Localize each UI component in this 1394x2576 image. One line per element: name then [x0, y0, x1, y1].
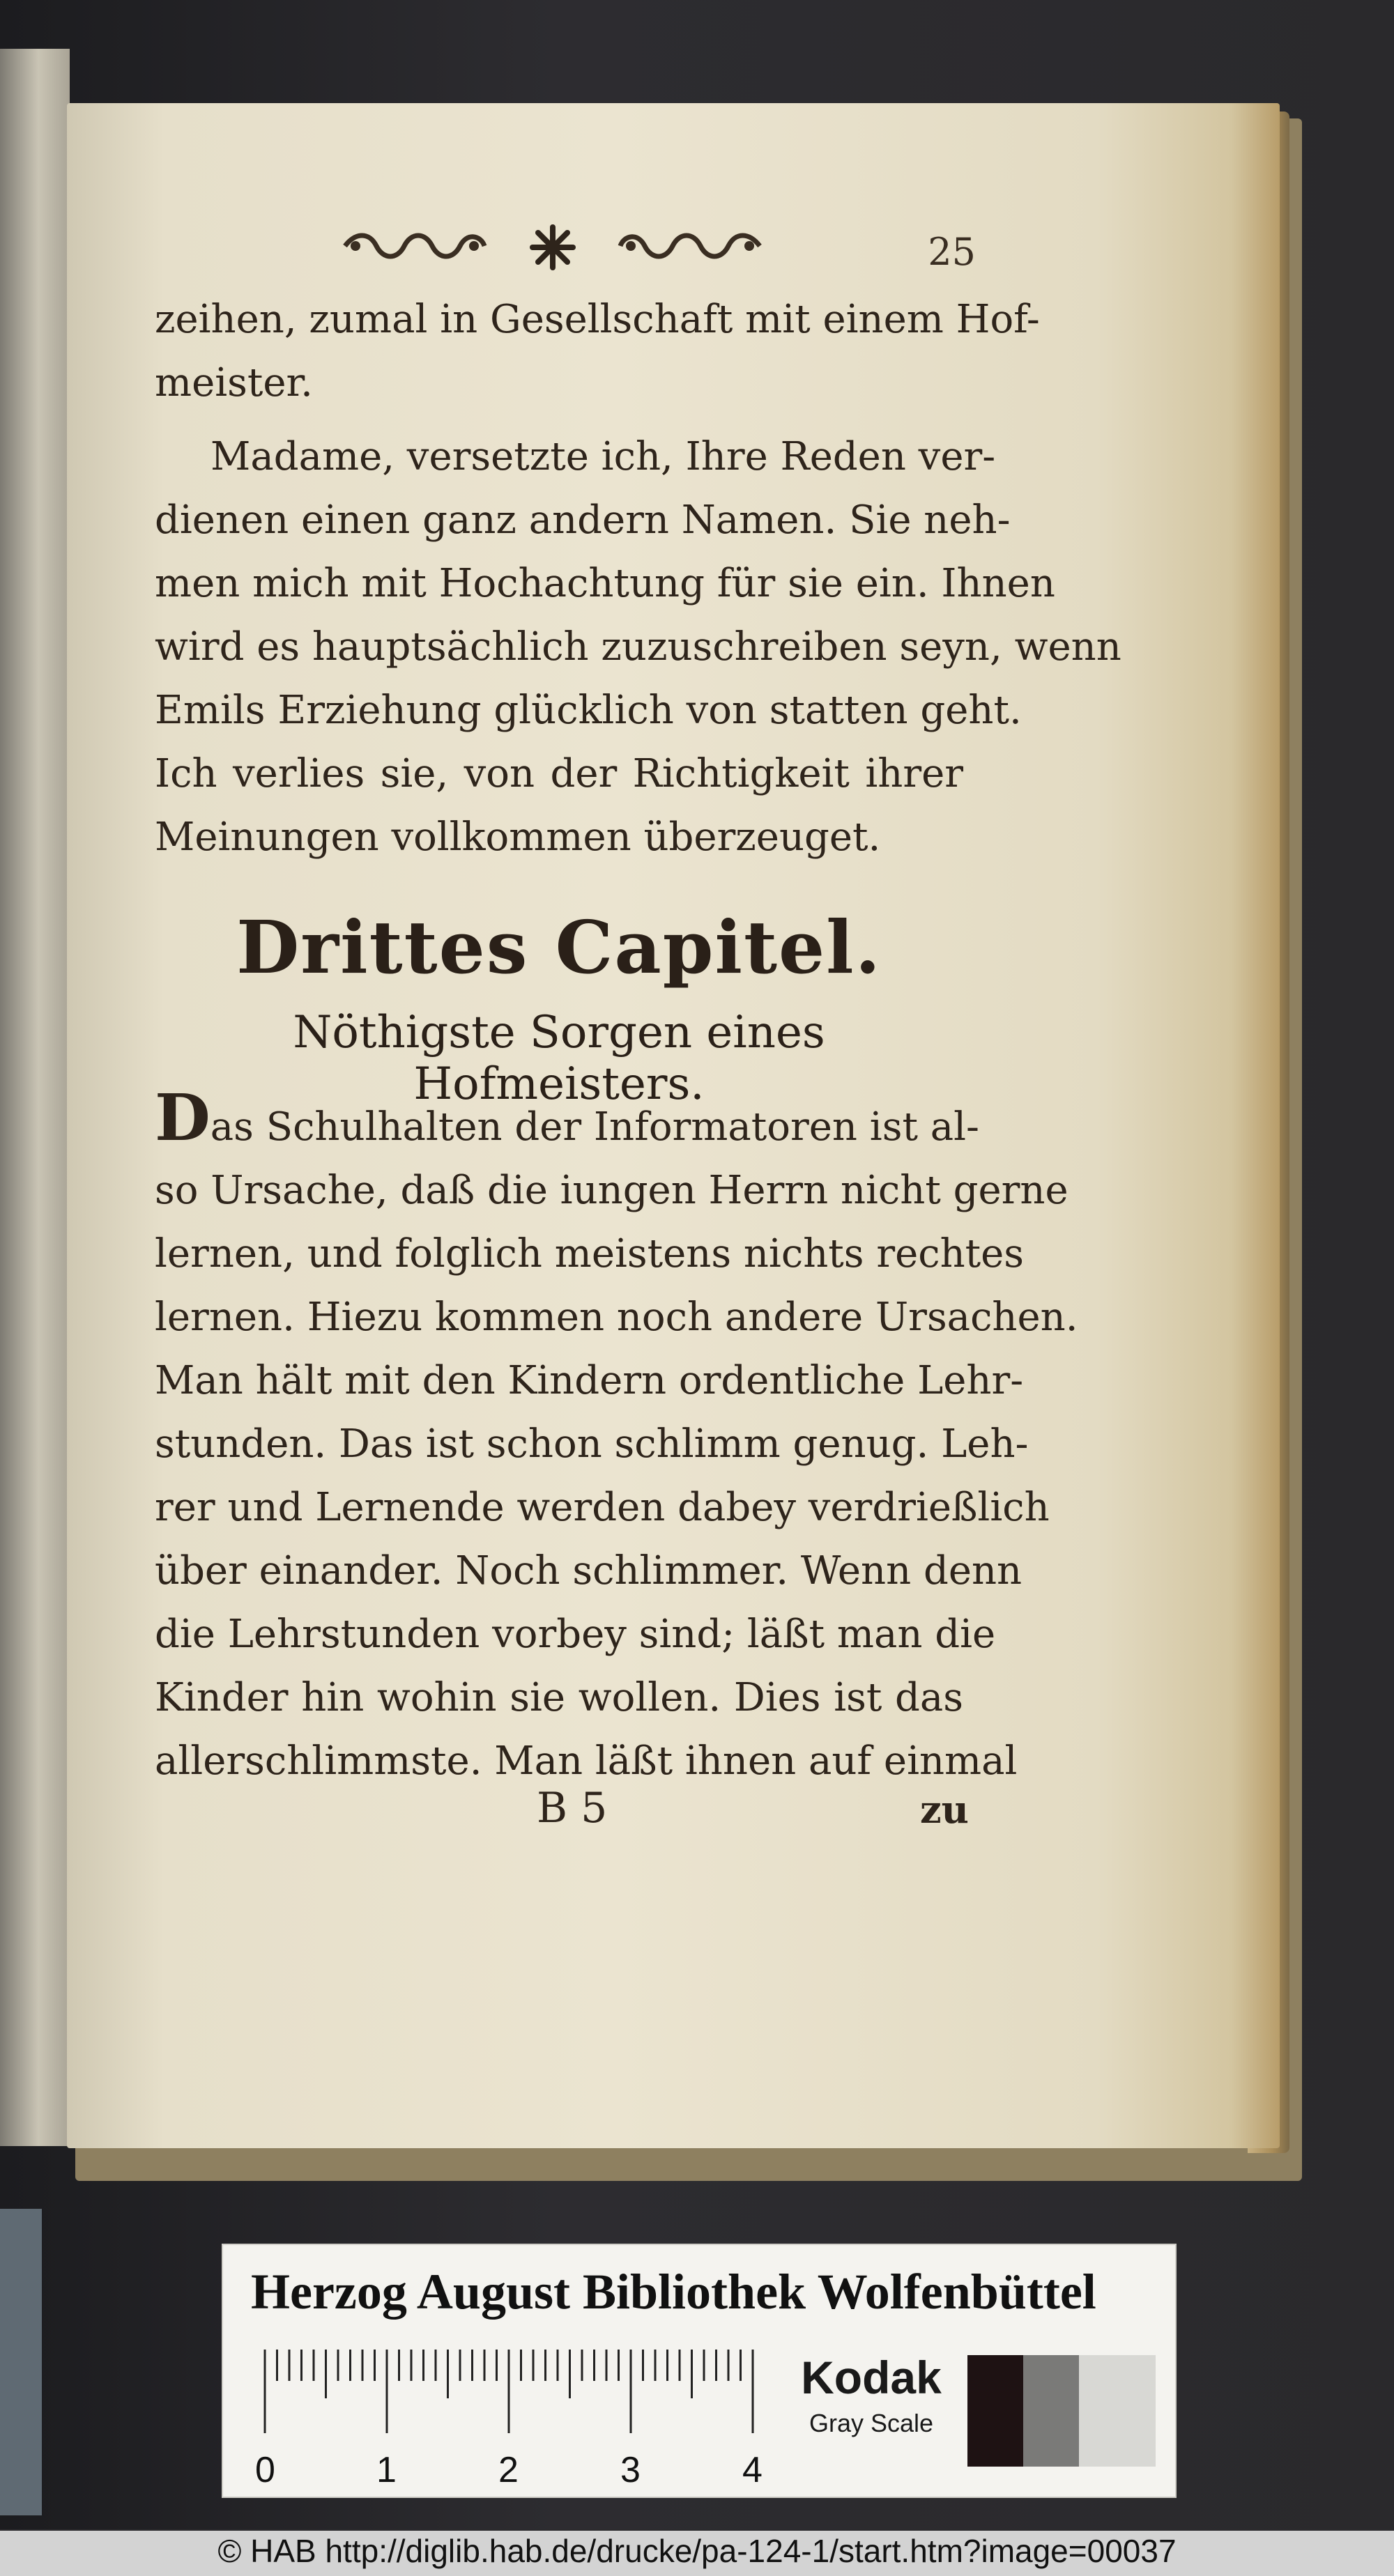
page-header-ornament [342, 223, 969, 279]
text-line: so Ursache, daß die iungen Herrn nicht gerne [155, 1168, 1069, 1213]
text-line: lernen. Hiezu kommen noch andere Ursachen. [155, 1295, 1078, 1340]
text-line: wird es hauptsächlich zuzuschreiben seyn, wenn [155, 624, 1121, 670]
text-line: rer und Lernende werden dabey verdrießlich [155, 1485, 1050, 1530]
gray-patch-mid [1023, 2355, 1079, 2467]
signature-mark: B 5 [537, 1784, 608, 1833]
footer-credit: © HAB http://diglib.hab.de/drucke/pa-124-1/start.htm?image=00037 [217, 2533, 1177, 2569]
ornament-star-icon [528, 223, 577, 272]
ruler-label: 3 [620, 2450, 641, 2489]
text-line: Meinungen vollkommen überzeuget. [155, 815, 881, 860]
kodak-logo: Kodak [801, 2352, 942, 2403]
gray-patch-light [1079, 2355, 1156, 2467]
paragraph [155, 425, 1121, 869]
text-line: stunden. Das ist schon schlimm genug. Leh- [155, 1421, 1029, 1467]
chapter-subtitle: Nöthigste Sorgen eines Hofmeisters. [293, 1007, 825, 1110]
chapter-title: Drittes Capitel. [236, 904, 882, 990]
facing-page-edge [0, 49, 70, 2146]
kodak-subtitle: Gray Scale [809, 2409, 934, 2437]
library-name: Herzog August Bibliothek Wolfenbüttel [251, 2264, 1096, 2320]
text-line: Emils Erziehung glücklich von statten geht. [155, 688, 1022, 733]
text-line: Kinder hin wohin sie wollen. Dies ist das [155, 1675, 963, 1720]
chapter-body [155, 1080, 1078, 1793]
ruler-label: 4 [742, 2450, 763, 2489]
catchword: zu [920, 1787, 969, 1832]
text-line-rest: as Schulhalten der Informatoren ist al- [210, 1104, 979, 1150]
text-line: zeihen, zumal in Gesellschaft mit einem Hof- [155, 297, 1040, 342]
ruler-scale [251, 2343, 767, 2489]
continuation-text [155, 288, 1040, 415]
text-line: dienen einen ganz andern Namen. Sie neh- [155, 498, 1011, 543]
chapter-first-line [155, 1080, 979, 1159]
gray-scale-patches [967, 2355, 1163, 2467]
text-line: lernen, und folglich meistens nichts rechtes [155, 1231, 1025, 1277]
drop-cap: D [155, 1080, 210, 1155]
ruler-label: 1 [376, 2450, 397, 2489]
text-line: allerschlimmste. Man läßt ihnen auf einmal [155, 1738, 1018, 1784]
ornament-scroll-left-icon [342, 229, 488, 263]
text-line: über einander. Noch schlimmer. Wenn denn [155, 1548, 1022, 1594]
page-number: 25 [928, 230, 976, 274]
gray-patch-dark [967, 2355, 1023, 2467]
color-target-card [222, 2244, 1177, 2498]
ruler-label: 2 [498, 2450, 519, 2489]
text-line: men mich mit Hochachtung für sie ein. Ihnen [155, 561, 1055, 606]
scanner-strip [0, 2209, 42, 2515]
text-line: die Lehrstunden vorbey sind; läßt man die [155, 1612, 996, 1657]
text-line: Ich verlies sie, von der Richtigkeit ihrer [155, 751, 963, 796]
text-line: Man hält mit den Kindern ordentliche Lehr- [155, 1358, 1024, 1403]
ruler-label: 0 [255, 2450, 275, 2489]
text-line: Madame, versetzte ich, Ihre Reden ver- [210, 434, 996, 479]
text-line: meister. [155, 360, 313, 406]
ornament-scroll-right-icon [617, 229, 763, 263]
